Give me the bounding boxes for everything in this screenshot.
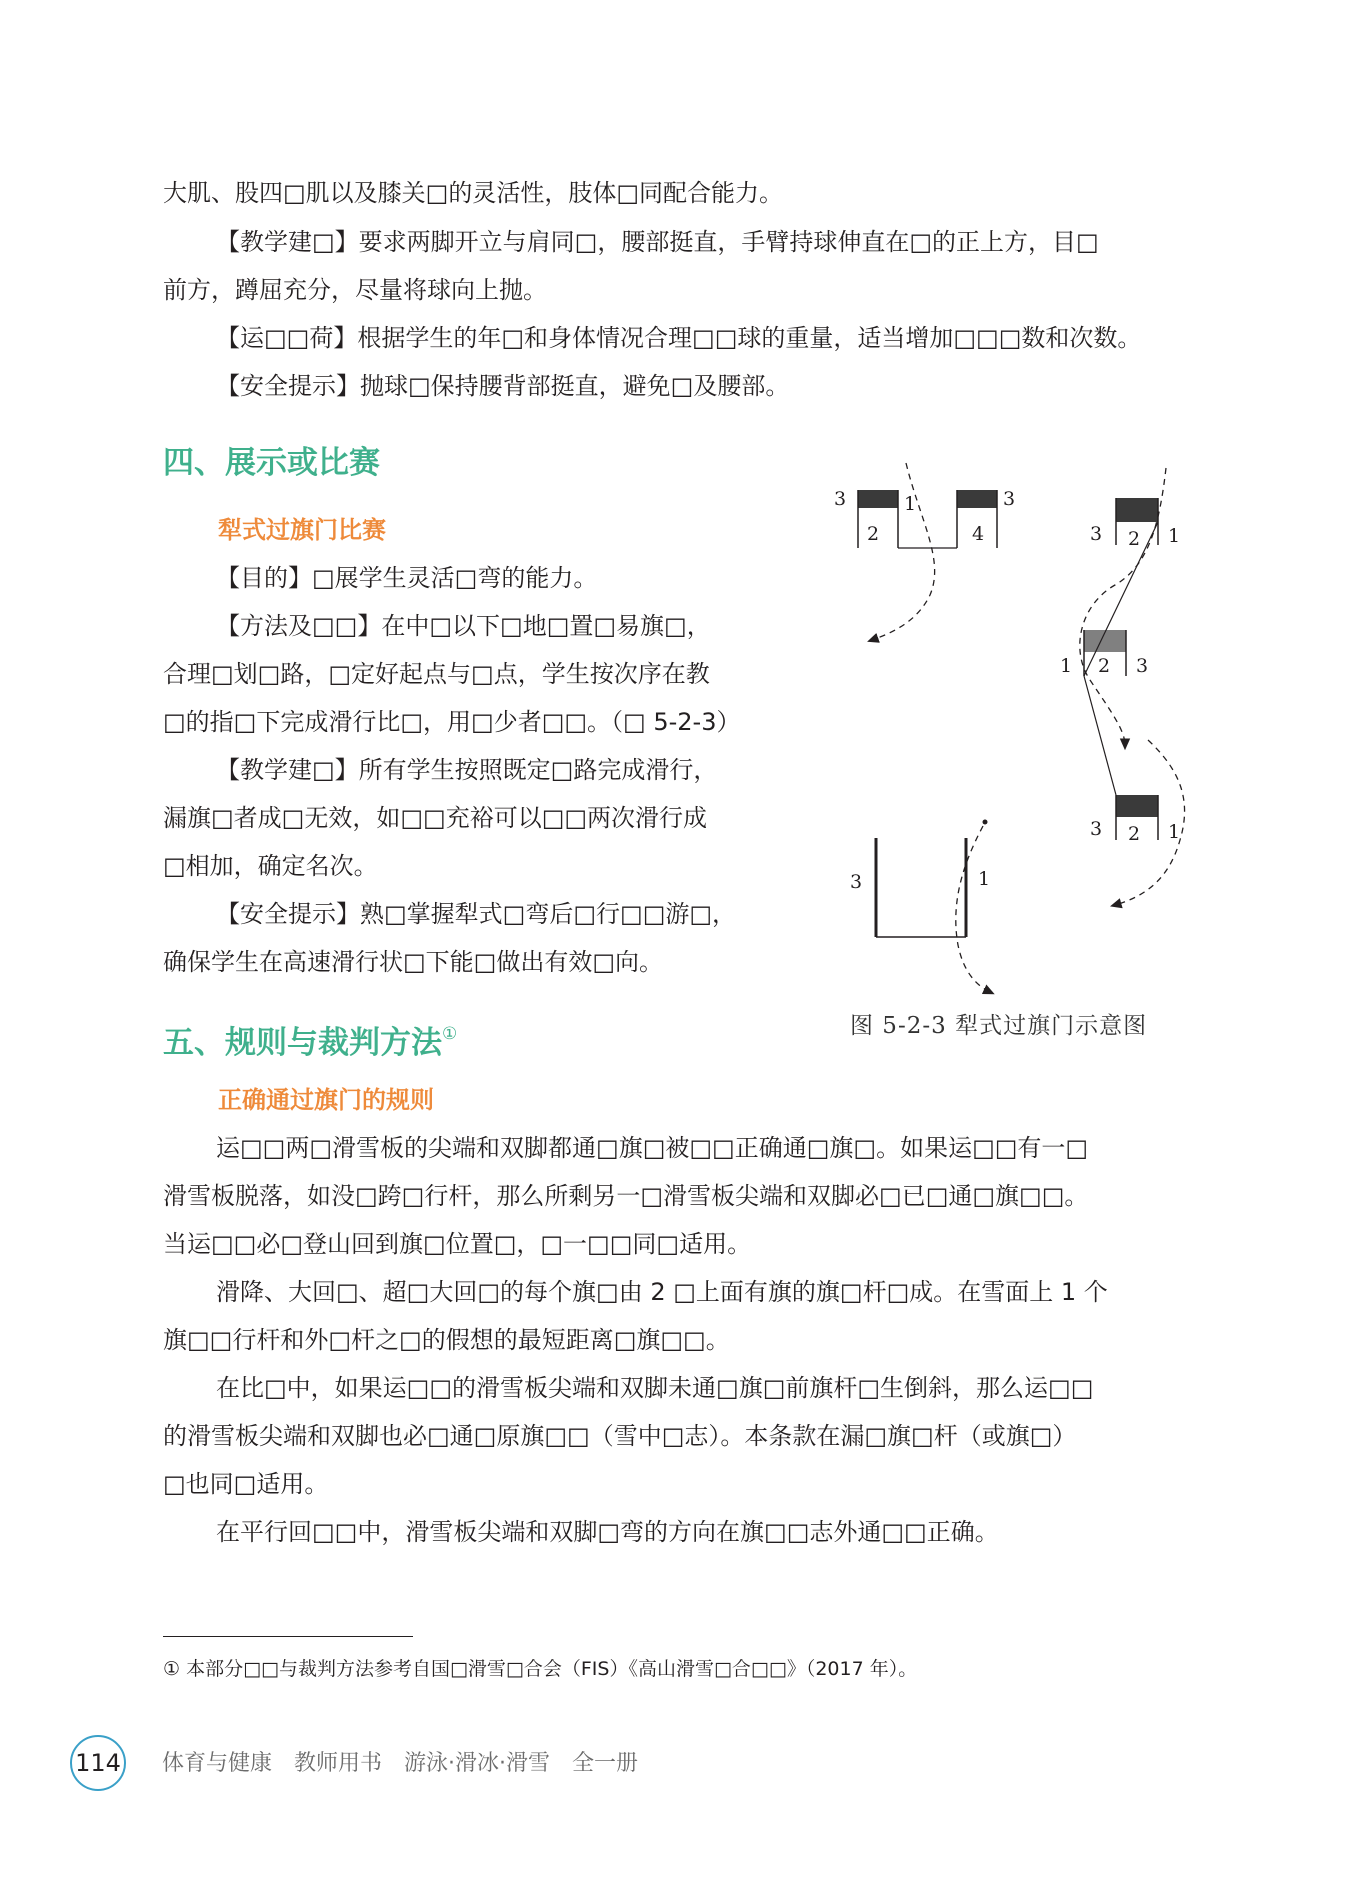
gate-label: 2 bbox=[867, 523, 880, 545]
footnote-mark: ① bbox=[442, 1024, 458, 1044]
section-heading-rules bbox=[163, 1015, 457, 1062]
paragraph-line: □的指□下完成滑行比□，用□少者□□。（□ 5-2-3） bbox=[163, 708, 741, 736]
footnote-text: ① 本部分□□与裁判方法参考自国□滑雪□合会（FIS）《高山滑雪□合□□》（2017 年）。 bbox=[163, 1658, 918, 1680]
gate-group-1 bbox=[834, 463, 1015, 640]
page-number-badge bbox=[70, 1735, 126, 1791]
gate-label: 3 bbox=[1090, 818, 1103, 840]
paragraph-line: 的滑雪板尖端和双脚也必□通□原旗□□（雪中□志）。本条款在漏□旗□杆（或旗□） bbox=[163, 1422, 1077, 1450]
gate-label: 1 bbox=[978, 868, 991, 890]
gate-label: 1 bbox=[1060, 655, 1073, 677]
footnote-divider bbox=[163, 1636, 413, 1637]
page-number: 114 bbox=[75, 1749, 121, 1777]
gate-group-5 bbox=[850, 820, 990, 993]
paragraph-line: 前方，蹲屈充分，尽量将球向上抛。 bbox=[163, 276, 547, 304]
section-heading-text: 五、规则与裁判方法 bbox=[163, 1025, 442, 1061]
gate-label: 3 bbox=[850, 871, 863, 893]
paragraph-line: 在平行回□□中，滑雪板尖端和双脚□弯的方向在旗□□志外通□□正确。 bbox=[216, 1518, 999, 1546]
paragraph-line: 【教学建□】要求两脚开立与肩同□，腰部挺直，手臂持球伸直在□的正上方，目□ bbox=[216, 228, 1099, 256]
paragraph-line: 合理□划□路，□定好起点与□点，学生按次序在教 bbox=[163, 660, 710, 688]
figure-caption: 图 5-2-3 犁式过旗门示意图 bbox=[850, 1013, 1148, 1039]
gate-group-4 bbox=[1090, 795, 1180, 845]
gate-label: 1 bbox=[1168, 525, 1181, 547]
paragraph-line: 旗□□行杆和外□杆之□的假想的最短距离□旗□□。 bbox=[163, 1326, 730, 1354]
paragraph-line: 【安全提示】熟□掌握犁式□弯后□行□□游□， bbox=[216, 900, 737, 928]
paragraph-line: □也同□适用。 bbox=[163, 1470, 329, 1498]
flag-dark bbox=[1116, 795, 1158, 817]
gate-label: 3 bbox=[1090, 523, 1103, 545]
paragraph-line: 大肌、股四□肌以及膝关□的灵活性，肢体□同配合能力。 bbox=[163, 179, 784, 207]
gate-label: 2 bbox=[1128, 823, 1141, 845]
paragraph-line: □相加，确定名次。 bbox=[163, 852, 378, 880]
gate-label: 3 bbox=[1003, 488, 1016, 510]
paragraph-line: 滑降、大回□、超□大回□的每个旗□由 2 □上面有旗的旗□杆□成。在雪面上 1 个 bbox=[216, 1278, 1108, 1306]
paragraph-line: 【目的】□展学生灵活□弯的能力。 bbox=[216, 564, 598, 592]
paragraph-line: 在比□中，如果运□□的滑雪板尖端和双脚未通□旗□前旗杆□生倒斜，那么运□□ bbox=[216, 1374, 1094, 1402]
subheading-plough-gate-race: 犁式过旗门比赛 bbox=[218, 516, 386, 544]
gate-label: 2 bbox=[1098, 655, 1111, 677]
paragraph-line: 【运□□荷】根据学生的年□和身体情况合理□□球的重量，适当增加□□□数和次数。 bbox=[216, 324, 1142, 352]
footer-book-info bbox=[162, 1750, 660, 1778]
paragraph-line: 【方法及□□】在中□以下□地□置□易旗□， bbox=[216, 612, 711, 640]
footer-book-title: 体育与健康 bbox=[162, 1751, 273, 1776]
footer-book-type: 教师用书 bbox=[294, 1751, 383, 1776]
flag-dark bbox=[957, 490, 997, 508]
subheading-gate-rules: 正确通过旗门的规则 bbox=[218, 1086, 434, 1114]
paragraph-line: 确保学生在高速滑行状□下能□做出有效□向。 bbox=[163, 948, 664, 976]
footer-volume: 全一册 bbox=[572, 1751, 639, 1776]
paragraph-line: 【教学建□】所有学生按照既定□路完成滑行， bbox=[216, 756, 718, 784]
paragraph-line: 【安全提示】抛球□保持腰背部挺直，避免□及腰部。 bbox=[216, 372, 790, 400]
flag-dark bbox=[858, 490, 898, 508]
gate-label: 3 bbox=[1136, 655, 1149, 677]
gate-label: 3 bbox=[834, 488, 847, 510]
footer-topic: 游泳·滑冰·滑雪 bbox=[404, 1751, 551, 1776]
gate-group-3 bbox=[1060, 630, 1148, 677]
section-heading-showcase: 四、展示或比赛 bbox=[163, 445, 380, 481]
paragraph-line: 运□□两□滑雪板的尖端和双脚都通□旗□被□□正确通□旗□。如果运□□有一□ bbox=[216, 1134, 1089, 1162]
gate-group-2 bbox=[1090, 498, 1180, 550]
paragraph-line: 滑雪板脱落，如没□跨□行杆，那么所剩另一□滑雪板尖端和双脚必□已□通□旗□□。 bbox=[163, 1182, 1089, 1210]
gate-label: 4 bbox=[972, 523, 985, 545]
gate-label: 1 bbox=[1168, 821, 1181, 843]
flag-dark bbox=[1116, 498, 1158, 522]
gate-label: 1 bbox=[904, 493, 917, 515]
paragraph-line: 漏旗□者成□无效，如□□充裕可以□□两次滑行成 bbox=[163, 804, 708, 832]
paragraph-line: 当运□□必□登山回到旗□位置□，□一□□同□适用。 bbox=[163, 1230, 752, 1258]
gate-label: 2 bbox=[1128, 528, 1141, 550]
